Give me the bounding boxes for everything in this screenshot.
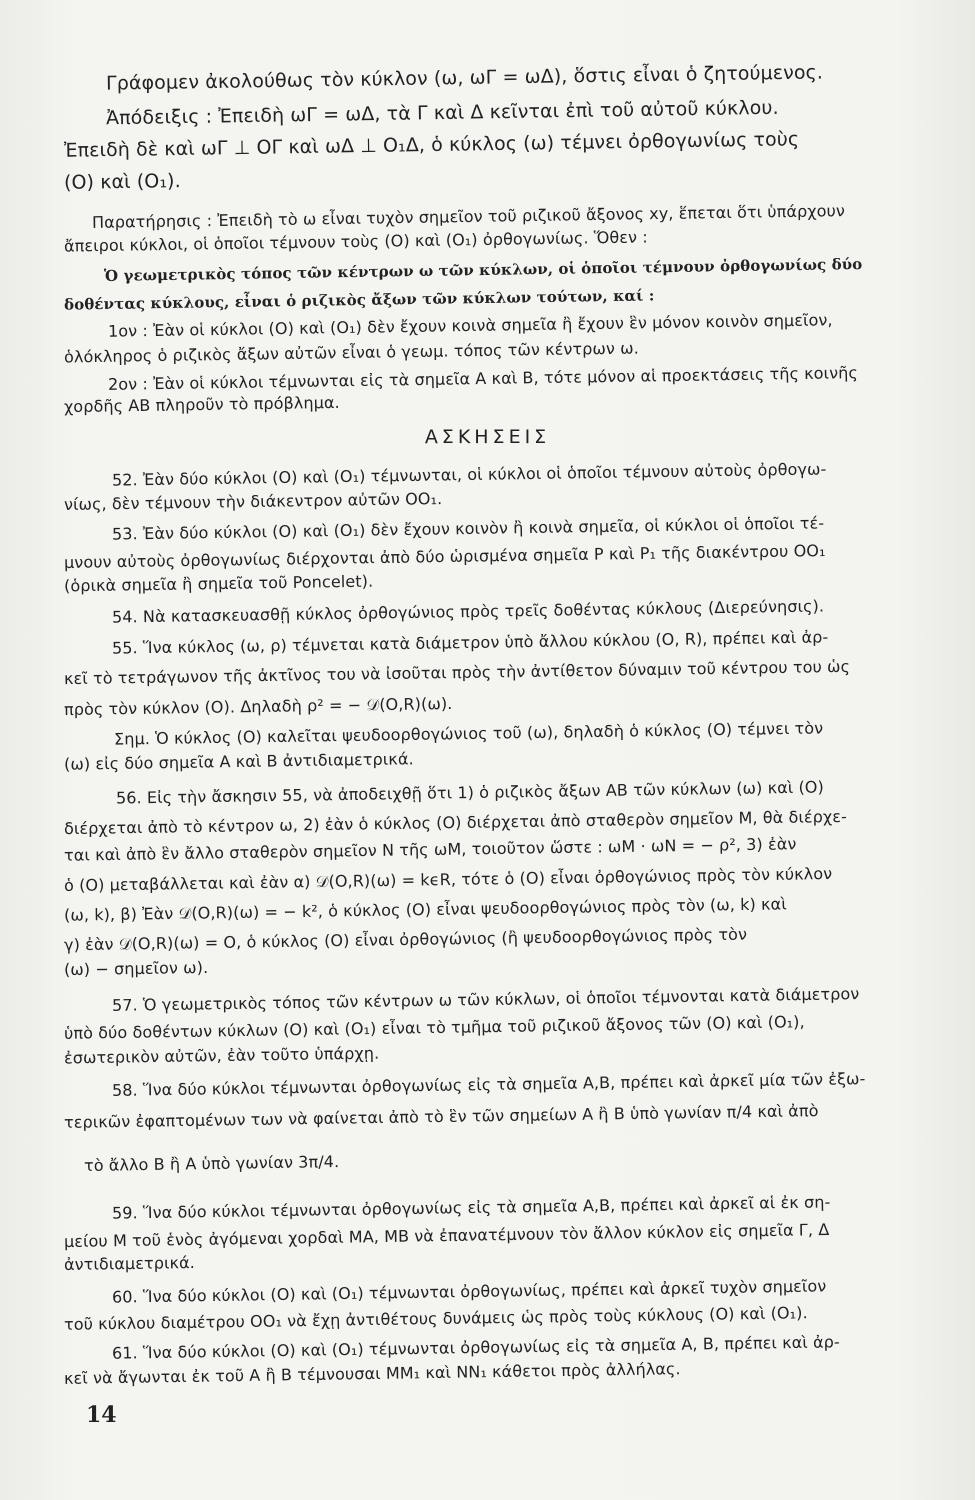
exercise-line: διέρχεται ἀπὸ τὸ κέντρον ω, 2) ἐὰν ὁ κύκλος (Ο) διέρχεται ἀπὸ σταθερὸν σημεῖον Μ, θὰ διέρχε- [63, 806, 848, 839]
exercise-line: ὁ (Ο) μεταβάλλεται καὶ ἐὰν α) 𝒟(Ο,R)(ω) = kϵR, τότε ὁ (Ο) εἶναι ὀρθογώνιος πρὸς τὸν κύκλον [63, 863, 833, 896]
text-line: Ἀπόδειξις : Ἐπειδὴ ωΓ = ωΔ, τὰ Γ καὶ Δ κεῖνται ἐπὶ τοῦ αὐτοῦ κύκλου. [105, 96, 779, 130]
text-line: Ἐπειδὴ δὲ καὶ ωΓ ⊥ ΟΓ καὶ ωΔ ⊥ Ο₁Δ, ὁ κύκλος (ω) τέμνει ὀρθογωνίως τοὺς [63, 128, 800, 162]
exercise-line: (ω, k), β) Ἐὰν 𝒟(Ο,R)(ω) = − k², ὁ κύκλος (Ο) εἶναι ψευδοορθογώνιος πρὸς τὸν (ω, k) καὶ [63, 894, 787, 925]
note-line: (ω) εἰς δύο σημεῖα Α καὶ Β ἀντιδιαμετρικά. [63, 749, 414, 774]
exercise-line: 54. Νὰ κατασκευασθῇ κύκλος ὀρθογώνιος πρὸς τρεῖς δοθέντας κύκλους (Διερεύνησις). [111, 596, 825, 627]
theorem-line: δοθέντας κύκλους, εἶναι ὁ ριζικὸς ἄξων τῶν κύκλων τούτων, καί : [63, 286, 655, 314]
page-number: 14 [86, 1402, 117, 1428]
exercise-line: 56. Εἰς τὴν ἄσκησιν 55, νὰ ἀποδειχθῇ ὅτι 1) ὁ ριζικὸς ἄξων ΑΒ τῶν κύκλων (ω) καὶ (Ο) [115, 777, 825, 808]
remark-line: Παρατήρησις : Ἐπειδὴ τὸ ω εἶναι τυχὸν σημεῖον τοῦ ριζικοῦ ἄξονος xy, ἕπεται ὅτι ὑπάρχουν [91, 201, 846, 232]
exercise-line: τὸ ἄλλο Β ἢ Α ὑπὸ γωνίαν 3π/4. [83, 1151, 340, 1176]
exercise-line: πρὸς τὸν κύκλον (Ο). Δηλαδὴ ρ² = − 𝒟(Ο,R)(ω). [63, 693, 453, 720]
exercise-line: (ὁρικὰ σημεῖα ἢ σημεῖα τοῦ Poncelet). [63, 571, 374, 596]
exercise-line: τερικῶν ἐφαπτομένων των νὰ φαίνεται ἀπὸ τὸ ἓν τῶν σημείων Α ἢ Β ὑπὸ γωνίαν π/4 καὶ ἀπὸ [63, 1101, 819, 1132]
text-line: (Ο) καὶ (Ο₁). [63, 170, 181, 194]
exercise-line: ται καὶ ἀπὸ ἓν ἄλλο σταθερὸν σημεῖον Ν τῆς ωΜ, τοιοῦτον ὥστε : ωΜ · ωΝ = − ρ², 3) ἐὰν [63, 834, 797, 865]
exercise-line: τοῦ κύκλου διαμέτρου ΟΟ₁ νὰ ἔχῃ ἀντιθέτους δυνάμεις ὡς πρὸς τοὺς κύκλους (Ο) καὶ (Ο₁). [63, 1303, 808, 1334]
exercise-line: κεῖ νὰ ἄγωνται ἐκ τοῦ Α ἢ Β τέμνουσαι ΜΜ₁ καὶ ΝΝ₁ κάθετοι πρὸς ἀλλήλας. [63, 1359, 681, 1388]
exercise-line: νίως, δὲν τέμνουν τὴν διάκεντρον αὐτῶν ΟΟ₁. [63, 489, 443, 514]
exercise-line: γ) ἐὰν 𝒟(Ο,R)(ω) = Ο, ὁ κύκλος (Ο) εἶναι ὀρθογώνιος (ἢ ψευδοορθογώνιος πρὸς τὸν [63, 924, 748, 955]
text-line: χορδῆς ΑΒ πληροῦν τὸ πρόβλημα. [63, 392, 340, 417]
text-line: ὁλόκληρος ὁ ριζικὸς ἄξων αὐτῶν εἶναι ὁ γεωμ. τόπος τῶν κέντρων ω. [63, 338, 639, 367]
section-heading: ΑΣΚΗΣΕΙΣ [424, 426, 551, 448]
exercise-line: 61. Ἵνα δύο κύκλοι (Ο) καὶ (Ο₁) τέμνωνται ὀρθογωνίως εἰς τὰ σημεῖα Α, Β, πρέπει καὶ ἀρ- [111, 1332, 840, 1363]
exercise-line: 60. Ἵνα δύο κύκλοι (Ο) καὶ (Ο₁) τέμνωνται ὀρθογωνίως, πρέπει καὶ ἀρκεῖ τυχὸν σημεῖον [111, 1276, 827, 1307]
exercise-line: μνουν αὐτοὺς ὀρθογωνίως διέρχονται ἀπὸ δύο ὡρισμένα σημεῖα Ρ καὶ Ρ₁ τῆς διακέντρου ΟΟ₁ [63, 541, 826, 572]
exercise-line: (ω) − σημεῖον ω). [63, 957, 209, 980]
exercise-line: ἐσωτερικὸν αὐτῶν, ἐὰν τοῦτο ὑπάρχῃ. [63, 1043, 380, 1068]
exercise-line: 59. Ἵνα δύο κύκλοι τέμνωνται ὀρθογωνίως εἰς τὰ σημεῖα Α,Β, πρέπει καὶ ἀρκεῖ αἱ ἐκ ση- [111, 1192, 831, 1223]
note-line: Σημ. Ὁ κύκλος (Ο) καλεῖται ψευδοορθογώνιος τοῦ (ω), δηλαδὴ ὁ κύκλος (Ο) τέμνει τὸν [113, 718, 824, 749]
exercise-line: 52. Ἐὰν δύο κύκλοι (Ο) καὶ (Ο₁) τέμνωνται, οἱ κύκλοι οἱ ὁποῖοι τέμνουν αὐτοὺς ὀρθογω- [111, 459, 827, 490]
exercise-line: μείου Μ τοῦ ἑνὸς ἀγόμεναι χορδαὶ ΜΑ, ΜΒ νὰ ἐπανατέμνουν τὸν ἄλλον κύκλον εἰς σημεῖα Γ, Δ [63, 1219, 830, 1252]
text-line: 2ον : Ἐὰν οἱ κύκλοι τέμνωνται εἰς τὰ σημεῖα Α καὶ Β, τότε μόνον αἱ προεκτάσεις τῆς κοινῆς [107, 363, 859, 394]
exercise-line: 55. Ἵνα κύκλος (ω, ρ) τέμνεται κατὰ διάμετρον ὑπὸ ἄλλου κύκλου (Ο, R), πρέπει καὶ ἀρ- [111, 627, 829, 658]
text-line: ἄπειροι κύκλοι, οἱ ὁποῖοι τέμνουν τοὺς (Ο) καὶ (Ο₁) ὀρθογωνίως. Ὅθεν : [63, 227, 648, 256]
text-line: 1ον : Ἐὰν οἱ κύκλοι (Ο) καὶ (Ο₁) δὲν ἔχουν κοινὰ σημεῖα ἢ ἔχουν ἓν μόνον κοινὸν σημεῖον, [107, 310, 833, 341]
exercise-line: ὑπὸ δύο δοθέντων κύκλων (Ο) καὶ (Ο₁) εἶναι τὸ τμῆμα τοῦ ριζικοῦ ἄξονος τῶν (Ο) καὶ (Ο₁), [63, 1012, 805, 1043]
exercise-line: 57. Ὁ γεωμετρικὸς τόπος τῶν κέντρων ω τῶν κύκλων, οἱ ὁποῖοι τέμνονται κατὰ διάμετρον [111, 984, 860, 1015]
exercise-line: ἀντιδιαμετρικά. [63, 1252, 196, 1275]
exercise-line: κεῖ τὸ τετράγωνον τῆς ἀκτῖνος του νὰ ἰσοῦται πρὸς τὴν ἀντίθετον δύναμιν τοῦ κέντρου του ὡς [63, 656, 851, 689]
exercise-line: 53. Ἐὰν δύο κύκλοι (Ο) καὶ (Ο₁) δὲν ἔχουν κοινὸν ἢ κοινὰ σημεῖα, οἱ κύκλοι οἱ ὁποῖοι τέ- [111, 513, 825, 544]
text-line: Γράφομεν ἀκολούθως τὸν κύκλον (ω, ωΓ = ωΔ), ὅστις εἶναι ὁ ζητούμενος. [105, 61, 824, 95]
exercise-line: 58. Ἵνα δύο κύκλοι τέμνωνται ὀρθογωνίως εἰς τὰ σημεῖα Α,Β, πρέπει καὶ ἀρκεῖ μία τῶν ἐξω- [111, 1069, 866, 1100]
theorem-line: Ὁ γεωμετρικὸς τόπος τῶν κέντρων ω τῶν κύκλων, οἱ ὁποῖοι τέμνουν ὀρθογωνίως δύο [103, 255, 863, 285]
